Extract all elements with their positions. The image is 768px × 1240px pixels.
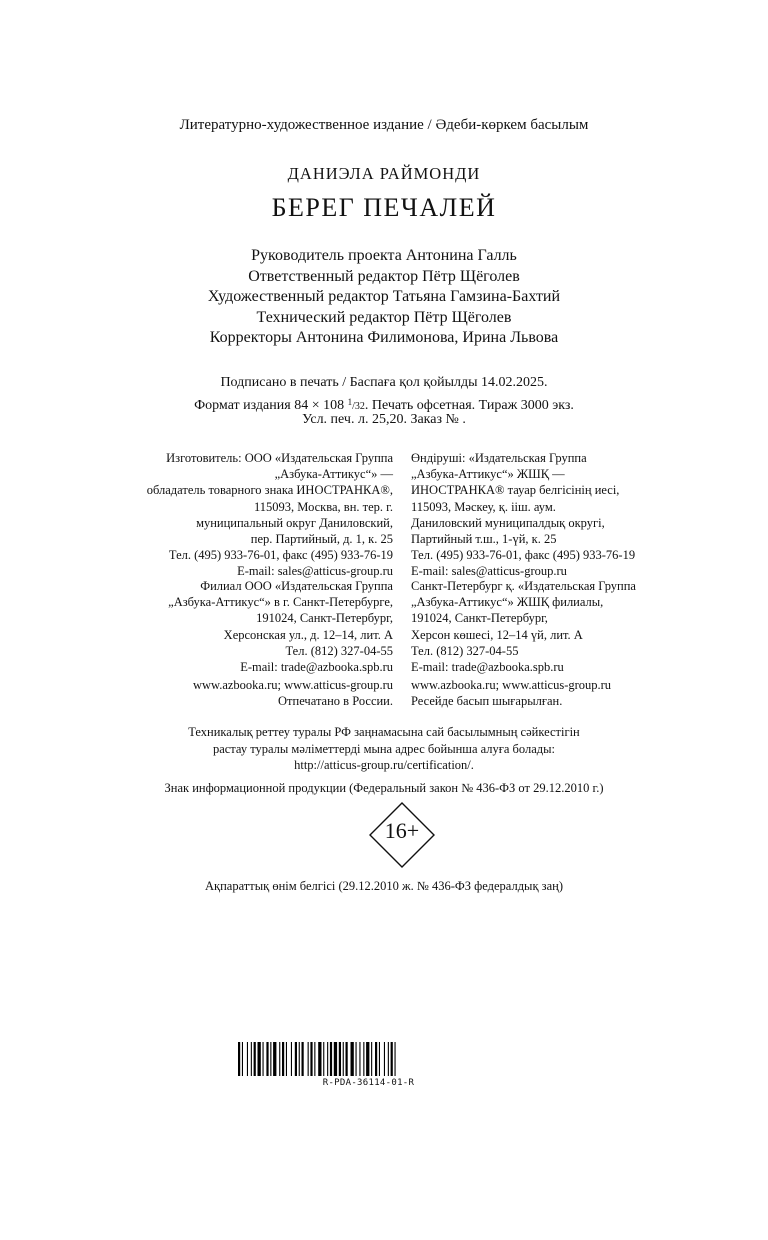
web-ru	[193, 677, 393, 709]
manufacturer-kz-line: Даниловский муниципалдық округі,	[411, 515, 605, 530]
barcode-bar	[366, 1042, 369, 1076]
manufacturer-kz-line: ИНОСТРАНКА® тауар белгісінің иесі,	[411, 483, 620, 498]
barcode-bar	[363, 1042, 364, 1076]
barcode-bar	[266, 1042, 268, 1076]
certification-note	[0, 724, 768, 774]
manufacturer-kz-line: „Азбука-Аттикус“» ЖШҚ —	[411, 467, 565, 482]
barcode-bar	[254, 1042, 256, 1076]
barcode-bar	[299, 1042, 300, 1076]
print-info	[0, 374, 768, 430]
branch-kz-line: Херсон көшесі, 12–14 үй, лит. А	[411, 627, 583, 642]
barcode-bar	[356, 1042, 357, 1076]
manufacturer-kz-line: Партийный т.ш., 1-үй, к. 25	[411, 531, 557, 546]
staff-list	[0, 246, 768, 349]
barcode-icon	[238, 1042, 499, 1076]
manufacturer-ru-line: обладатель товарного знака ИНОСТРАНКА®,	[146, 483, 393, 498]
signed-line: Подписано в печать / Баспаға қол қойылды 14.02.2025.	[220, 375, 548, 390]
barcode-bar	[339, 1042, 341, 1076]
barcode-bar	[334, 1042, 337, 1076]
manufacturer-ru-line: муниципальный округ Даниловский,	[196, 515, 393, 530]
barcode-bar	[359, 1042, 360, 1076]
web-ru-line: Отпечатано в России.	[278, 694, 393, 709]
barcode-bar	[308, 1042, 309, 1076]
barcode-bar	[346, 1042, 348, 1076]
barcode-bar	[351, 1042, 354, 1076]
branch-ru-line: „Азбука-Аттикус“» в г. Санкт-Петербурге,	[168, 595, 393, 610]
branch-ru-line: Филиал ООО «Издательская Группа	[200, 579, 393, 593]
format-line	[0, 393, 768, 412]
staff-line: Художественный редактор Татьяна Гамзина-Бахтий	[207, 288, 561, 305]
branch-kz-line: 191024, Санкт-Петербург,	[411, 611, 548, 626]
branch-kz-line: Санкт-Петербург қ. «Издательская Группа	[411, 579, 636, 593]
barcode-bar	[302, 1042, 304, 1076]
format-fraction-num: 1	[347, 396, 353, 407]
branch-ru-line: Тел. (812) 327-04-55	[285, 643, 393, 658]
barcode-bar	[273, 1042, 276, 1076]
barcode-bar	[323, 1042, 324, 1076]
manufacturer-ru-line: Изготовитель: ООО «Издательская Группа	[166, 451, 393, 465]
manufacturer-kz-line: E-mail: sales@atticus-group.ru	[411, 564, 567, 579]
staff-line: Ответственный редактор Пётр Щёголев	[248, 267, 520, 285]
barcode-bar	[318, 1042, 321, 1076]
branch-kz-line: E-mail: trade@azbooka.spb.ru	[411, 659, 564, 674]
barcode-bar	[375, 1042, 377, 1076]
barcode-bar	[330, 1042, 332, 1076]
branch-kz-line: Тел. (812) 327-04-55	[411, 643, 519, 658]
barcode-bar	[295, 1042, 297, 1076]
manufacturer-kz-line: Тел. (495) 933-76-01, факс (495) 933-76-19	[411, 548, 636, 563]
barcode-bar	[242, 1042, 243, 1076]
info-sign-kz-text: Ақпараттық өнім белгісі (29.12.2010 ж. № 436-ФЗ федералдық заң)	[205, 879, 563, 893]
manufacturer-ru	[147, 450, 393, 580]
barcode-code: R-PDA-36114-01-R	[322, 1078, 415, 1088]
manufacturer-ru-line: пер. Партийный, д. 1, к. 25	[250, 531, 393, 546]
branch-kz-line: „Азбука-Аттикус“» ЖШҚ филиалы,	[411, 595, 604, 610]
branch-ru-line: E-mail: trade@azbooka.spb.ru	[240, 659, 393, 674]
barcode-bar	[270, 1042, 271, 1076]
manufacturer-ru-line: „Азбука-Аттикус“» —	[274, 467, 393, 482]
web-kz	[411, 677, 611, 709]
certification-url: http://atticus-group.ru/certification/.	[294, 758, 474, 772]
staff-line: Корректоры Антонина Филимонова, Ирина Львова	[209, 329, 559, 346]
barcode-bar	[258, 1042, 261, 1076]
branch-ru-line: 191024, Санкт-Петербург,	[256, 611, 393, 626]
barcode-bar	[384, 1042, 385, 1076]
staff-line: Технический редактор Пётр Щёголев	[256, 308, 512, 326]
age-rating-label: 16+	[384, 818, 420, 843]
branch-kz	[411, 578, 636, 675]
author-name: ДАНИЭЛА РАЙМОНДИ	[287, 164, 481, 183]
manufacturer-ru-line: 115093, Москва, вн. тер. г.	[253, 499, 393, 514]
barcode-bar	[263, 1042, 264, 1076]
barcode-bar	[371, 1042, 372, 1076]
web-kz-line: Ресейде басып шығарылған.	[411, 694, 563, 709]
sheets-line: Усл. печ. л. 25,20. Заказ № .	[302, 412, 466, 427]
branch-ru	[168, 578, 393, 675]
barcode-bar	[286, 1042, 287, 1076]
manufacturer-ru-line: E-mail: sales@atticus-group.ru	[237, 564, 393, 579]
barcode-bar	[251, 1042, 252, 1076]
manufacturer-kz-line: Өндіруші: «Издательская Группа	[411, 451, 587, 465]
manufacturer-ru-line: Тел. (495) 933-76-01, факс (495) 933-76-19	[168, 548, 393, 563]
manufacturer-kz-line: 115093, Мәскеу, қ. ііш. аум.	[411, 499, 556, 514]
barcode-bar	[391, 1042, 393, 1076]
format-fraction-den: /32	[352, 400, 365, 412]
manufacturer-kz	[411, 450, 635, 580]
staff-line: Руководитель проекта Антонина Галль	[251, 247, 517, 264]
barcode-bar	[279, 1042, 280, 1076]
certification-line: Техникалық реттеу туралы РФ заңнамасына сай басылымның сәйкестігін	[188, 725, 580, 739]
barcode-bar	[327, 1042, 328, 1076]
web-ru-line: www.azbooka.ru; www.atticus-group.ru	[192, 678, 393, 692]
barcode-bar	[282, 1042, 284, 1076]
format-prefix: Формат издания 84 × 108	[194, 397, 348, 413]
barcode-bar	[314, 1042, 315, 1076]
barcode-bar	[343, 1042, 344, 1076]
barcode-bar	[291, 1042, 292, 1076]
barcode-bar	[247, 1042, 248, 1076]
format-suffix: . Печать офсетная. Тираж 3000 экз.	[364, 397, 574, 413]
barcode-bar	[310, 1042, 312, 1076]
barcode-bar	[388, 1042, 389, 1076]
barcode-bar	[238, 1042, 240, 1076]
certification-line: растау туралы мәліметтерді мына адрес бойынша алуға болады:	[212, 741, 556, 756]
barcode-bar	[395, 1042, 396, 1076]
edition-type: Литературно-художественное издание / Әдеби-көркем басылым	[179, 117, 589, 133]
web-kz-line: www.azbooka.ru; www.atticus-group.ru	[411, 678, 612, 692]
barcode-bar	[379, 1042, 380, 1076]
book-title: БЕРЕГ ПЕЧАЛЕЙ	[271, 193, 497, 222]
branch-ru-line: Херсонская ул., д. 12–14, лит. А	[223, 627, 393, 642]
info-sign-text: Знак информационной продукции (Федеральный закон № 436-ФЗ от 29.12.2010 г.)	[164, 781, 604, 795]
